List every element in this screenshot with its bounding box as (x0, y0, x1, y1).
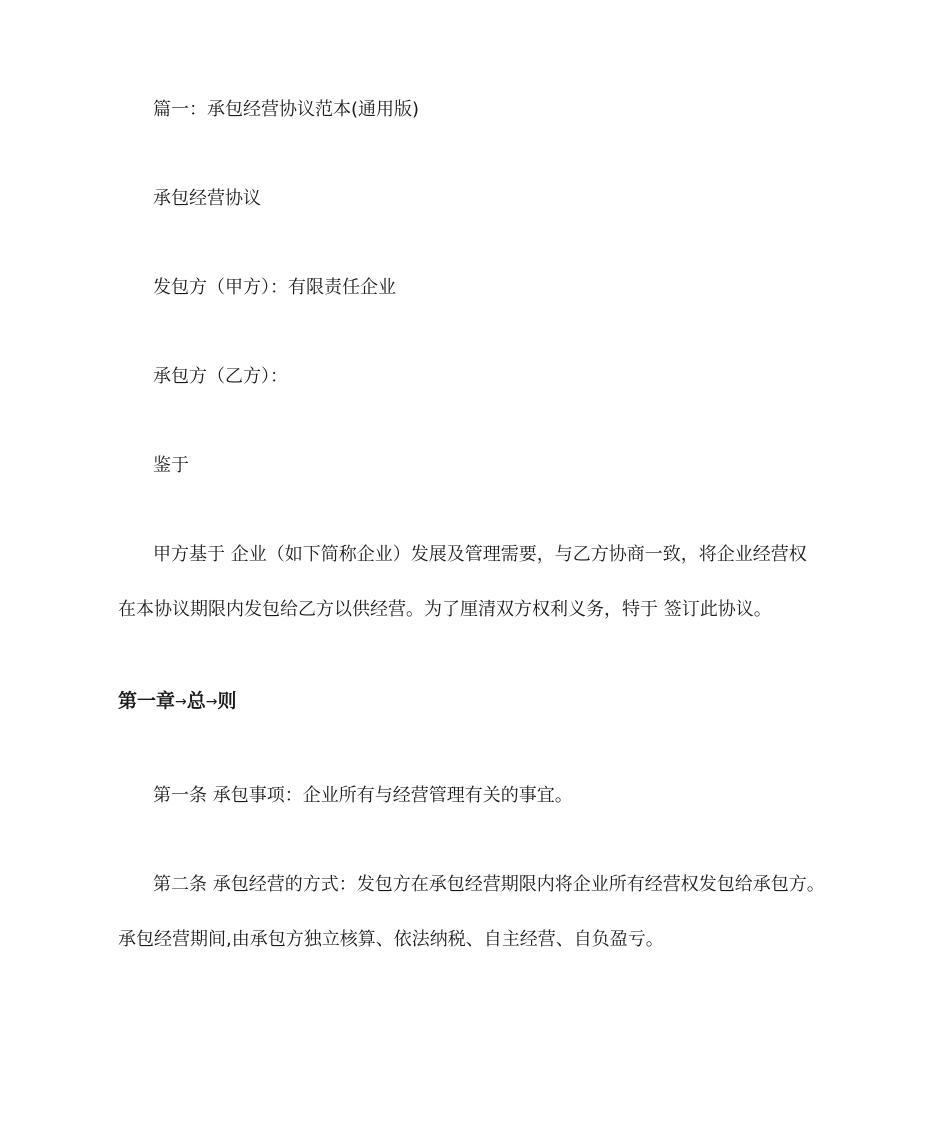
tab-arrow-icon: → (175, 694, 187, 710)
party-a-line: 发包方（甲方）：有限责任企业 (153, 277, 396, 298)
chapter-heading-part1: 第一章 (118, 690, 176, 712)
chapter-heading (118, 689, 237, 715)
article-2-line-2: 承包经营期间,由承包方独立核算、依法纳税、自主经营、自负盈亏。 (118, 929, 664, 950)
preamble-line-1: 甲方基于 企业（如下简称企业）发展及管理需要，与乙方协商一致，将企业经营权 (153, 544, 807, 565)
document-title-line: 篇一：承包经营协议范本(通用版) (153, 99, 420, 120)
article-1: 第一条 承包事项：企业所有与经营管理有关的事宜。 (153, 785, 573, 806)
tab-arrow-icon: → (205, 694, 218, 710)
party-b-line: 承包方（乙方）： (153, 366, 288, 387)
whereas-line: 鉴于 (153, 455, 189, 476)
chapter-heading-part3: 则 (217, 690, 237, 712)
chapter-heading-part2: 总 (186, 690, 206, 712)
preamble-line-2: 在本协议期限内发包给乙方以供经营。为了厘清双方权利义务，特于 签订此协议。 (118, 599, 772, 620)
agreement-title: 承包经营协议 (153, 188, 261, 209)
article-2-line-1: 第二条 承包经营的方式：发包方在承包经营期限内将企业所有经营权发包给承包方。 (153, 874, 825, 895)
